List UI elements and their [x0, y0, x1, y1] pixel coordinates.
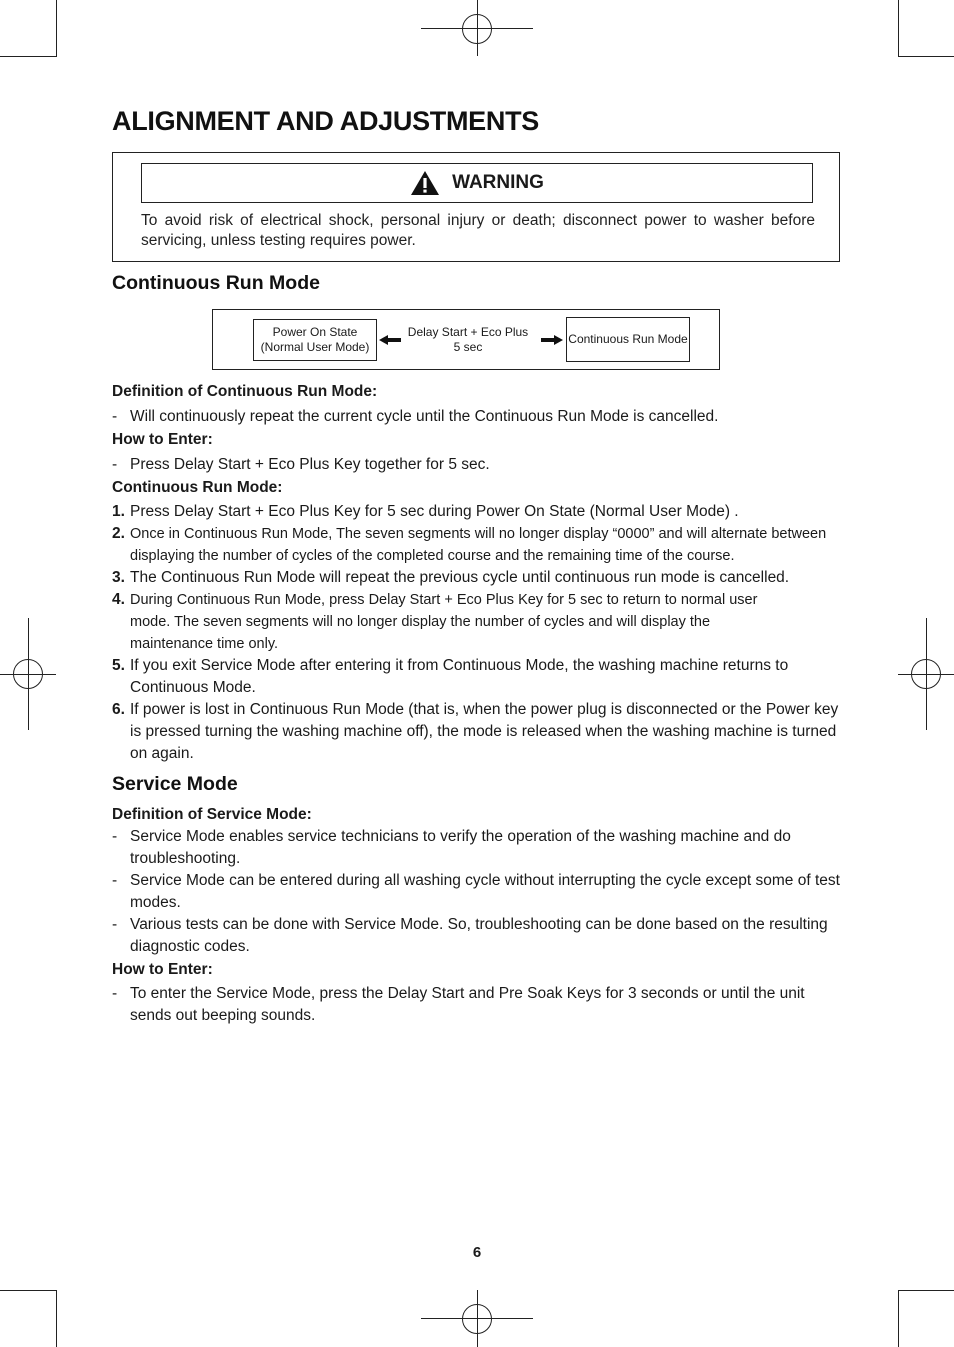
numbered-step: [112, 655, 844, 699]
list-marker: -: [112, 916, 118, 933]
diagram-transition-keys: Delay Start + Eco Plus: [407, 325, 529, 339]
crop-mark: [898, 1290, 954, 1291]
definition-label: Definition of Service Mode:: [112, 806, 312, 823]
list-item: [112, 870, 844, 914]
list-marker: -: [112, 828, 118, 845]
diagram-box-label: Continuous Run Mode: [568, 332, 688, 346]
list-item: [112, 826, 844, 870]
section-heading-service-mode: Service Mode: [112, 773, 238, 795]
list-item-text: To enter the Service Mode, press the Delay Start and Pre Soak Keys for 3 seconds or until the unit sends out beeping sounds.: [130, 985, 805, 1024]
diagram-box-power-on-state: [253, 319, 377, 361]
numbered-step: [112, 589, 844, 655]
crop-mark: [56, 1290, 57, 1347]
page-title: ALIGNMENT AND ADJUSTMENTS: [112, 106, 539, 136]
crop-mark: [477, 1290, 478, 1347]
step-number: 5.: [112, 657, 125, 674]
crop-mark: [926, 618, 927, 730]
step-number: 1.: [112, 503, 125, 520]
warning-box: [112, 152, 840, 262]
crop-mark: [28, 618, 29, 730]
how-to-enter-label: How to Enter:: [112, 961, 213, 978]
list-marker: -: [112, 985, 118, 1002]
crop-mark: [898, 1290, 899, 1347]
diagram-box-label: Power On State: [272, 325, 358, 339]
service-mode-section: [112, 804, 844, 1027]
crop-mark: [898, 56, 954, 57]
definition-label: Definition of Continuous Run Mode:: [112, 383, 378, 400]
mode-flow-diagram: [212, 309, 720, 370]
mode-steps-label: Continuous Run Mode:: [112, 479, 283, 496]
page-number: 6: [472, 1244, 482, 1261]
arrow-right-icon: [541, 334, 563, 346]
list-item: [112, 406, 844, 428]
numbered-step: [112, 501, 844, 523]
diagram-box-label: (Normal User Mode): [260, 340, 370, 354]
how-to-enter-label: How to Enter:: [112, 431, 213, 448]
list-item: [112, 983, 844, 1027]
numbered-step: [112, 567, 844, 589]
section-heading-continuous-run-mode: Continuous Run Mode: [112, 272, 320, 294]
list-item-text: Service Mode can be entered during all washing cycle without interrupting the cycle except some of test modes.: [130, 872, 840, 911]
list-item: [112, 914, 844, 958]
step-text: The Continuous Run Mode will repeat the previous cycle until continuous run mode is cancelled.: [130, 569, 790, 586]
list-marker: -: [112, 872, 118, 889]
warning-triangle-icon: [410, 170, 440, 196]
step-text: During Continuous Run Mode, press Delay Start + Eco Plus Key for 5 sec to return to normal user mode. The seven segments will no longer display the number of cycles and will display the maintenance time only.: [130, 592, 758, 652]
list-item-text: Various tests can be done with Service Mode. So, troubleshooting can be done based on the resulting diagnostic codes.: [130, 916, 828, 955]
crop-mark: [0, 1290, 57, 1291]
crop-mark: [0, 56, 57, 57]
crop-mark: [898, 0, 899, 57]
step-text: If you exit Service Mode after entering it from Continuous Mode, the washing machine returns to Continuous Mode.: [130, 657, 789, 696]
warning-header: [141, 163, 813, 203]
warning-label: WARNING: [452, 172, 544, 193]
list-item: [112, 454, 844, 476]
numbered-step: [112, 699, 844, 765]
continuous-run-section: [112, 381, 844, 765]
list-item-text: Will continuously repeat the current cycle until the Continuous Run Mode is cancelled.: [130, 408, 719, 425]
step-text: If power is lost in Continuous Run Mode (that is, when the power plug is disconnected or the Power key is pressed turning the washing machine off), the mode is released when the washing machine is turned on again.: [130, 701, 839, 762]
step-text: Press Delay Start + Eco Plus Key for 5 sec during Power On State (Normal User Mode) .: [130, 503, 739, 520]
step-number: 6.: [112, 701, 125, 718]
warning-text: To avoid risk of electrical shock, personal injury or death; disconnect power to washer before servicing, unless testing requires power.: [141, 212, 815, 249]
numbered-step: [112, 523, 844, 567]
list-marker: -: [112, 456, 118, 473]
step-text: Once in Continuous Run Mode, The seven segments will no longer display “0000” and will alternate between displaying the number of cycles of the completed course and the remaining time of the course.: [130, 526, 827, 564]
list-item-text: Service Mode enables service technicians to verify the operation of the washing machine and do troubleshooting.: [130, 828, 791, 867]
diagram-box-continuous-run-mode: [566, 317, 690, 362]
diagram-transition-label: [397, 325, 539, 355]
step-number: 4.: [112, 591, 125, 608]
list-item-text: Press Delay Start + Eco Plus Key together for 5 sec.: [130, 456, 490, 473]
diagram-transition-time: 5 sec: [453, 340, 483, 354]
list-marker: -: [112, 408, 118, 425]
crop-mark: [477, 0, 478, 56]
crop-mark: [56, 0, 57, 57]
step-number: 3.: [112, 569, 125, 586]
step-number: 2.: [112, 525, 125, 542]
